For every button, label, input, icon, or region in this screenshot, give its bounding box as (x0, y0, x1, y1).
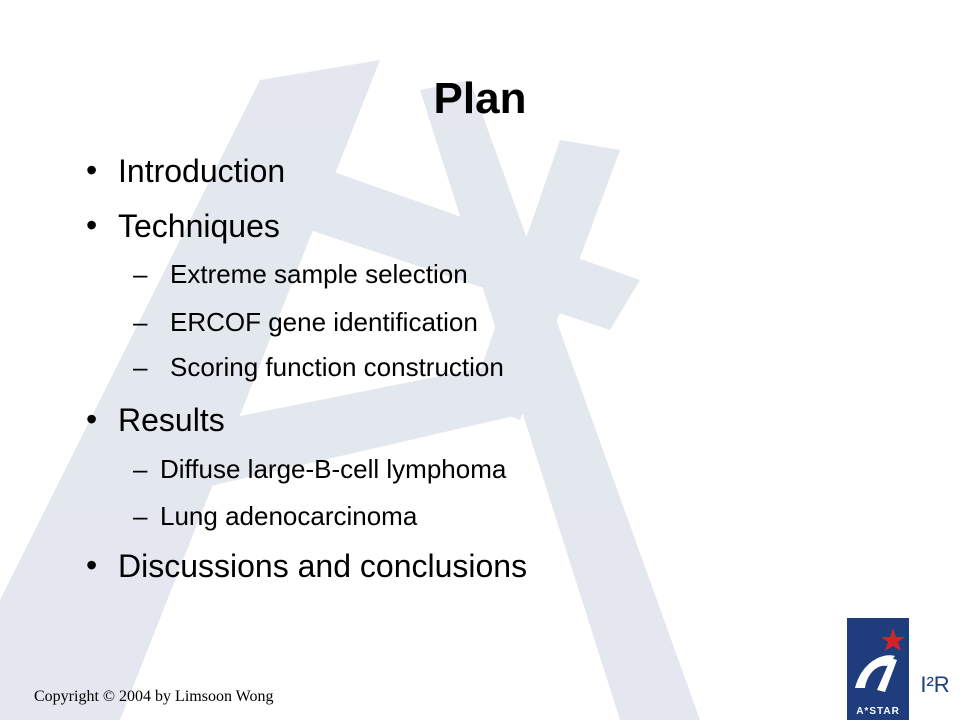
astar-i2r-logo (847, 618, 959, 720)
svg-text:I²R: I²R (920, 672, 950, 697)
slide-title: Plan (433, 74, 527, 123)
sub-bullet-dlbcl: Diffuse large-B-cell lymphoma (160, 454, 507, 484)
sub-bullet-marker: – (133, 352, 148, 382)
sub-bullet-lung: Lung adenocarcinoma (160, 501, 418, 531)
sub-bullet-extreme-sample: Extreme sample selection (170, 259, 468, 289)
sub-bullet-scoring: Scoring function construction (170, 352, 504, 382)
sub-bullet-marker: – (133, 307, 148, 337)
sub-bullet-marker: – (133, 454, 148, 484)
bullet-techniques: Techniques (118, 208, 280, 244)
bullet-discussions: Discussions and conclusions (118, 548, 528, 584)
copyright-footer: Copyright © 2004 by Limsoon Wong (34, 688, 274, 705)
sub-bullet-marker: – (133, 259, 148, 289)
bullet-introduction: Introduction (118, 153, 286, 189)
bullet-marker: • (86, 207, 98, 243)
sub-bullet-marker: – (133, 501, 148, 531)
svg-text:A*STAR: A*STAR (856, 706, 900, 717)
sub-bullet-ercof: ERCOF gene identification (170, 307, 478, 337)
bullet-results: Results (118, 402, 225, 438)
bullet-marker: • (86, 401, 98, 437)
bullet-marker: • (86, 152, 98, 188)
bullet-marker: • (86, 547, 98, 583)
